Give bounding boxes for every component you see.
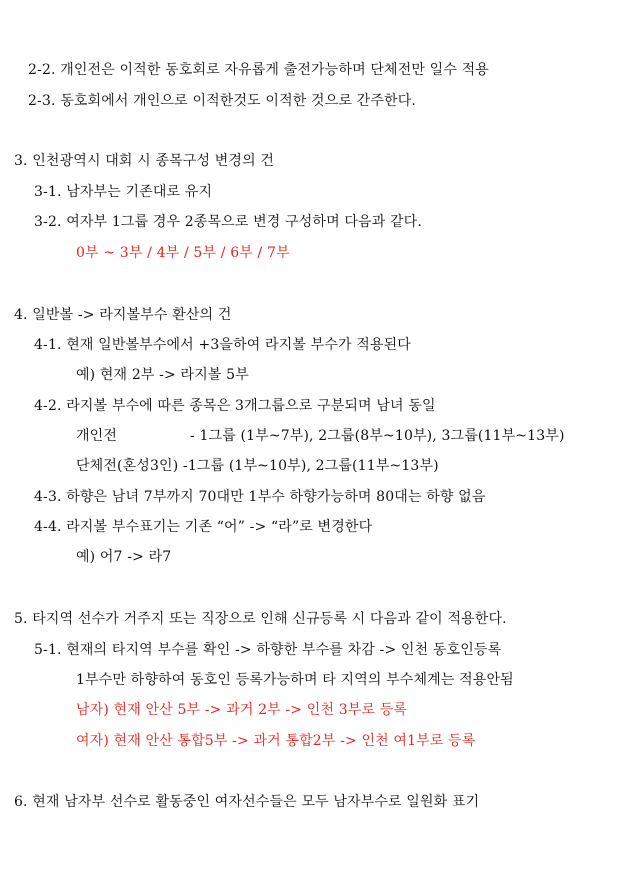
item-4-4: 4-4. 라지볼 부수표기는 기존 “어” -> “라”로 변경한다 bbox=[34, 519, 373, 535]
section-6-title: 6. 현재 남자부 선수로 활동중인 여자선수들은 모두 남자부수로 일원화 표기 bbox=[14, 794, 480, 810]
item-2-3: 2-3. 동호회에서 개인으로 이적한것도 이적한 것으로 간주한다. bbox=[28, 93, 416, 109]
individual-label: 개인전 bbox=[76, 428, 118, 444]
item-4-1: 4-1. 현재 일반볼부수에서 +3을하여 라지볼 부수가 적용된다 bbox=[34, 337, 411, 353]
item-4-3: 4-3. 하향은 남녀 7부까지 70대만 1부수 하향가능하며 80대는 하향 없음 bbox=[34, 489, 486, 505]
item-5-1-example-female: 여자) 현재 안산 통합5부 -> 과거 통합2부 -> 인천 여1부로 등록 bbox=[76, 733, 476, 749]
item-4-4-example: 예) 어7 -> 라7 bbox=[76, 549, 172, 565]
team-groups: 1그룹 (1부~10부), 2그룹(11부~13부) bbox=[187, 458, 439, 474]
item-4-2-individual bbox=[76, 427, 565, 445]
section-4-title: 4. 일반볼 -> 라지볼부수 환산의 건 bbox=[14, 307, 232, 323]
item-5-1: 5-1. 현재의 타지역 부수를 확인 -> 하향한 부수를 차감 -> 인천 동호인등록 bbox=[34, 642, 502, 658]
item-5-1-continued: 1부수만 하향하여 동호인 등록가능하며 타 지역의 부수체계는 적용안됨 bbox=[76, 672, 514, 688]
item-4-2-team bbox=[76, 457, 439, 475]
item-3-1: 3-1. 남자부는 기존대로 유지 bbox=[34, 184, 213, 200]
item-3-2-groups: 0부 ~ 3부 / 4부 / 5부 / 6부 / 7부 bbox=[76, 245, 290, 261]
item-5-1-example-male: 남자) 현재 안산 5부 -> 과거 2부 -> 인천 3부로 등록 bbox=[76, 702, 408, 718]
item-4-1-example: 예) 현재 2부 -> 라지볼 5부 bbox=[76, 367, 249, 383]
item-4-2: 4-2. 라지볼 부수에 따른 종목은 3개그룹으로 구분되며 남녀 동일 bbox=[34, 398, 436, 414]
team-label: 단체전(혼성3인) - bbox=[76, 458, 188, 474]
item-3-2: 3-2. 여자부 1그룹 경우 2종목으로 변경 구성하며 다음과 같다. bbox=[34, 214, 422, 230]
item-2-2: 2-2. 개인전은 이적한 동호회로 자유롭게 출전가능하며 단체전만 일수 적용 bbox=[28, 62, 489, 78]
section-3-title: 3. 인천광역시 대회 시 종목구성 변경의 건 bbox=[14, 153, 275, 169]
section-5-title: 5. 타지역 선수가 거주지 또는 직장으로 인해 신규등록 시 다음과 같이 적용한다. bbox=[14, 611, 507, 627]
individual-groups: - 1그룹 (1부~7부), 2그룹(8부~10부), 3그룹(11부~13부) bbox=[190, 428, 565, 444]
